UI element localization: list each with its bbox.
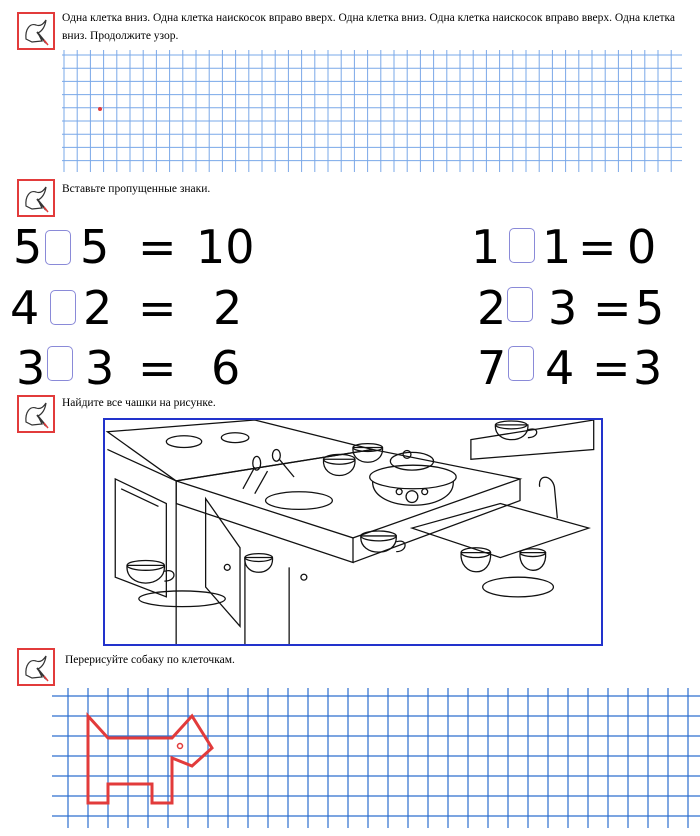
dog-grid[interactable] — [52, 688, 700, 828]
pencil-hand-icon — [17, 179, 55, 217]
task-1-instruction: Одна клетка вниз. Одна клетка наискосок вправо вверх. Одна клетка вниз. Одна клетка наискосок вправо вверх. Одна клетка вниз. Продолжите узор. — [62, 12, 675, 42]
equals-sign: = — [592, 341, 631, 395]
operand-a: 3 — [16, 341, 46, 395]
task-4-instruction: Перерисуйте собаку по клеточкам. — [65, 654, 235, 666]
equals-sign: = — [138, 281, 177, 335]
task-3-instruction: Найдите все чашки на рисунке. — [62, 397, 216, 409]
missing-sign-box[interactable] — [507, 287, 533, 322]
operand-a: 4 — [10, 281, 40, 335]
operand-b: 4 — [545, 341, 575, 395]
pencil-hand-icon — [17, 12, 55, 50]
pattern-grid[interactable] — [62, 50, 682, 172]
pencil-hand-icon — [17, 648, 55, 686]
result: 3 — [633, 341, 663, 395]
operand-b: 3 — [85, 341, 115, 395]
start-dot — [98, 107, 102, 111]
missing-sign-box[interactable] — [509, 228, 535, 263]
result: 2 — [213, 281, 243, 335]
kitchen-illustration — [105, 420, 601, 644]
operand-b: 1 — [542, 220, 572, 274]
operand-a: 5 — [13, 220, 43, 274]
missing-sign-box[interactable] — [45, 230, 71, 265]
missing-sign-box[interactable] — [47, 346, 73, 381]
dog-outline — [88, 716, 212, 803]
pencil-hand-icon — [17, 395, 55, 433]
operand-a: 1 — [471, 220, 501, 274]
equals-sign: = — [578, 220, 617, 274]
equals-sign: = — [138, 341, 177, 395]
result: 6 — [211, 341, 241, 395]
equals-sign: = — [593, 281, 632, 335]
result: 10 — [196, 220, 255, 274]
result: 0 — [627, 220, 657, 274]
result: 5 — [635, 281, 665, 335]
missing-sign-box[interactable] — [508, 346, 534, 381]
dog-eye — [178, 744, 183, 749]
operand-b: 2 — [83, 281, 113, 335]
operand-b: 3 — [548, 281, 578, 335]
operand-a: 7 — [477, 341, 507, 395]
kitchen-picture[interactable] — [103, 418, 603, 646]
equals-sign: = — [138, 220, 177, 274]
operand-a: 2 — [477, 281, 507, 335]
operand-b: 5 — [80, 220, 110, 274]
missing-sign-box[interactable] — [50, 290, 76, 325]
task-2-instruction: Вставьте пропущенные знаки. — [62, 183, 211, 195]
